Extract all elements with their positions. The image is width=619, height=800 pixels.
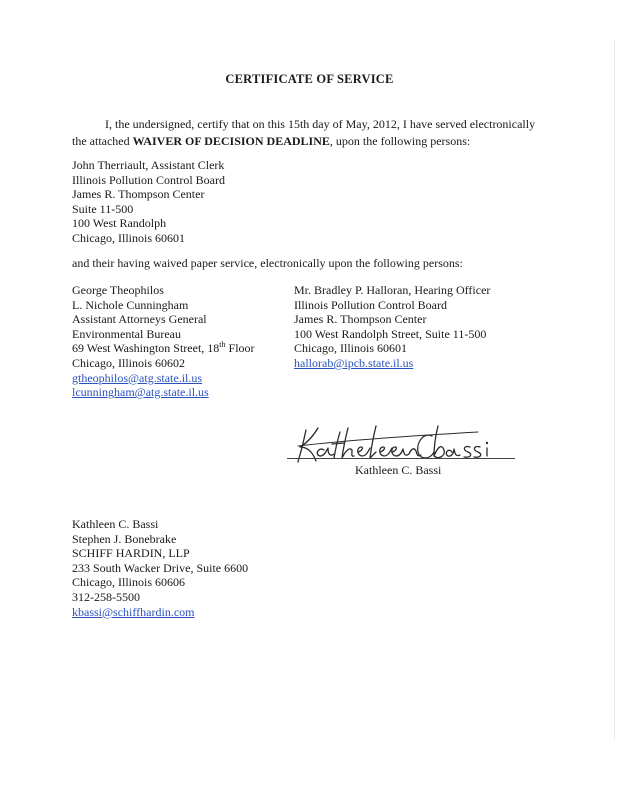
intro-paragraph: [72, 116, 542, 150]
address-line: George Theophilos: [72, 283, 164, 297]
signature-block: [72, 517, 248, 619]
document-name: WAIVER OF DECISION DEADLINE: [132, 134, 330, 148]
signature-printed-name: Kathleen C. Bassi: [355, 463, 442, 477]
signature-block-line: 312-258-5500: [72, 589, 140, 604]
address-line: L. Nichole Cunningham: [72, 297, 189, 312]
address-line: Illinois Pollution Control Board: [294, 297, 448, 312]
page-edge-shadow: [614, 40, 615, 740]
email-link-bassi[interactable]: kbassi@schiffhardin.com: [72, 604, 195, 619]
signature-block-line: Kathleen C. Bassi: [72, 517, 159, 531]
street-address: 69 West Washington Street, 18th Floor: [72, 340, 255, 356]
email-link-halloran[interactable]: hallorab@ipcb.state.il.us: [294, 355, 414, 370]
address-line: James R. Thompson Center: [294, 312, 427, 327]
email-link-cunningham[interactable]: lcunningham@atg.state.il.us: [72, 385, 209, 400]
address-line: 100 West Randolph Street, Suite 11-500: [294, 326, 487, 341]
address-line: Chicago, Illinois 60602: [72, 355, 185, 370]
right-recipient-address: [294, 283, 490, 371]
address-line: Mr. Bradley P. Halloran, Hearing Officer: [294, 283, 491, 297]
address-line: 100 West Randolph: [72, 216, 167, 231]
intro-text-before: I, the undersigned, certify that on this 15th day of May, 2012, I have served electronically the attached: [72, 117, 536, 148]
waived-service-text: and their having waived paper service, electronically upon the following persons:: [72, 256, 463, 270]
signature-line: [287, 458, 515, 459]
intro-text-after: , upon the following persons:: [329, 134, 471, 148]
signature-block-line: Chicago, Illinois 60606: [72, 575, 185, 590]
primary-recipient-address: [72, 158, 225, 246]
signature-block-line: 233 South Wacker Drive, Suite 6600: [72, 560, 249, 575]
address-line: Assistant Attorneys General: [72, 312, 207, 327]
signature-block-line: Stephen J. Bonebrake: [72, 531, 177, 546]
address-line: Suite 11-500: [72, 201, 134, 216]
address-line: John Therriault, Assistant Clerk: [72, 158, 225, 172]
address-line: Chicago, Illinois 60601: [294, 341, 407, 356]
email-link-theophilos[interactable]: gtheophilos@atg.state.il.us: [72, 370, 203, 385]
signature-block-line: SCHIFF HARDIN, LLP: [72, 546, 190, 561]
left-recipient-address: [72, 283, 255, 400]
certificate-title: CERTIFICATE OF SERVICE: [225, 72, 394, 86]
address-line: Illinois Pollution Control Board: [72, 172, 226, 187]
address-line: James R. Thompson Center: [72, 187, 205, 202]
address-line: Chicago, Illinois 60601: [72, 230, 185, 245]
address-line: Environmental Bureau: [72, 326, 181, 341]
